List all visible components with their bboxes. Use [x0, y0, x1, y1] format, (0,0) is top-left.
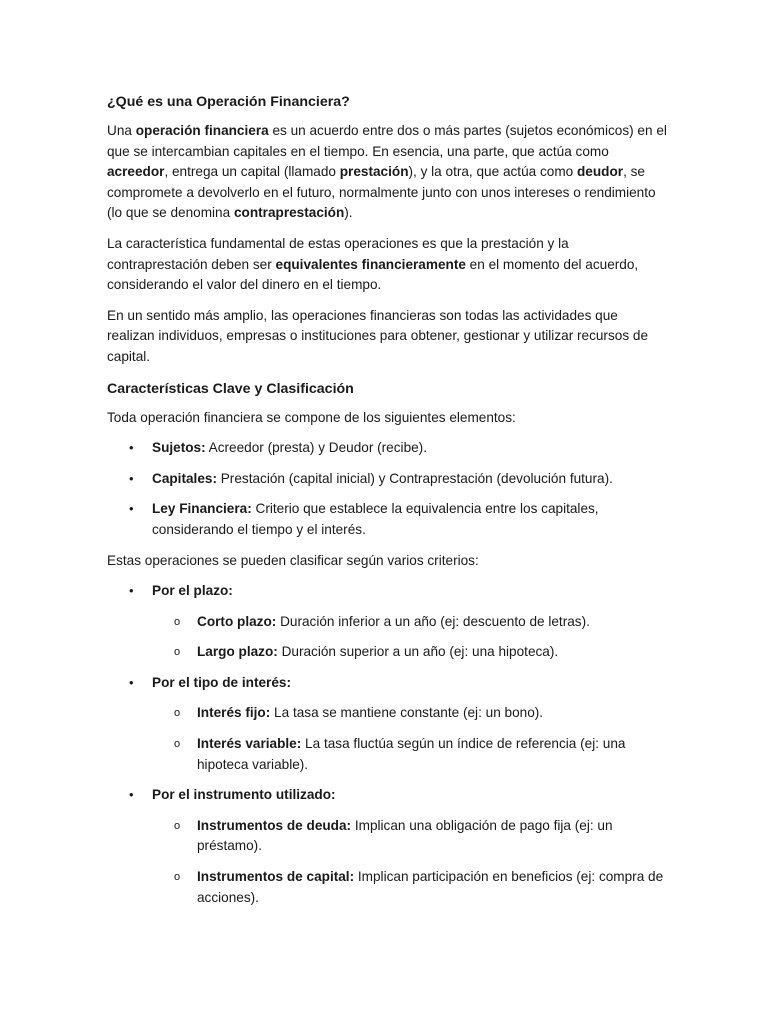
elements-intro: Toda operación financiera se compone de los siguientes elementos:	[107, 409, 516, 425]
elements-list	[107, 438, 667, 540]
document-page	[107, 91, 667, 918]
sub-bullet-icon: o	[174, 738, 181, 751]
bold-term-prestacion: prestación	[339, 164, 409, 180]
text-run: es un acuerdo entre dos o más partes (sujetos económicos) en el que se intercambian capitales en el tiempo. En esencia, una parte, que actúa como	[107, 123, 667, 159]
item-desc: La tasa fluctúa según un índice de referencia (ej: una hipoteca variable).	[197, 736, 626, 772]
item-term: Instrumentos de deuda:	[197, 817, 352, 833]
text-run: La característica fundamental de estas operaciones es que la prestación y la contraprestación deben ser	[107, 235, 569, 272]
item-desc: Duración inferior a un año (ej: descuento de letras).	[276, 613, 590, 629]
classification-intro: Estas operaciones se pueden clasificar según varios criterios:	[107, 552, 479, 568]
intro-paragraph-3: En un sentido más amplio, las operaciones financieras son todas las actividades que realizan individuos, empresas o instituciones para obtener, gestionar y utilizar recursos de capital.	[107, 307, 649, 364]
item-desc: La tasa se mantiene constante (ej: un bono).	[270, 705, 544, 721]
item-term: Corto plazo:	[197, 613, 277, 629]
text-run: ), y la otra, que actúa como	[408, 164, 577, 180]
sub-bullet-icon: o	[174, 819, 181, 832]
criterion-item	[107, 785, 667, 908]
item-term: Interés variable:	[197, 736, 302, 752]
criterion-label: Por el tipo de interés:	[152, 674, 291, 690]
criterion-item	[107, 673, 667, 775]
text-run: , se compromete a devolverlo en el futuro, normalmente junto con unos intereses o rendimiento (lo que se denomina	[107, 164, 656, 221]
sub-list	[152, 612, 667, 663]
bullet-icon: •	[129, 787, 134, 803]
document-title: ¿Qué es una Operación Financiera?	[107, 94, 350, 110]
intro-paragraph-1	[107, 121, 667, 224]
criterion-item	[107, 581, 667, 663]
sub-list	[152, 816, 667, 908]
criteria-list	[107, 581, 667, 908]
item-term: Sujetos:	[152, 440, 206, 456]
section-title: Características Clave y Clasificación	[107, 380, 354, 397]
item-term: Interés fijo:	[197, 705, 271, 721]
bullet-icon: •	[129, 470, 134, 486]
list-item	[107, 499, 667, 540]
sub-list-item	[152, 703, 667, 724]
bullet-icon: •	[129, 440, 134, 456]
text-run: en el momento del acuerdo, considerando el valor del dinero en el tiempo.	[107, 256, 639, 293]
sub-bullet-icon: o	[174, 707, 181, 720]
intro-paragraph-2	[107, 234, 667, 296]
text-run: ).	[344, 205, 353, 221]
item-desc: Prestación (capital inicial) y Contraprestación (devolución futura).	[216, 470, 613, 486]
sub-list-item	[152, 734, 667, 775]
text-run: , entrega un capital (llamado	[164, 164, 340, 180]
item-desc: Duración superior a un año (ej: una hipoteca).	[277, 644, 559, 660]
item-term: Ley Financiera:	[152, 501, 252, 517]
bold-term-operacion-financiera: operación financiera	[135, 123, 269, 138]
bold-term-equivalentes: equivalentes financieramente	[275, 256, 466, 272]
text-run: Una	[107, 123, 136, 138]
sub-list-item	[152, 867, 667, 908]
sub-list-item	[152, 642, 667, 663]
item-desc: Acreedor (presta) y Deudor (recibe).	[205, 440, 427, 456]
sub-list-item	[152, 816, 667, 857]
sub-bullet-icon: o	[174, 615, 181, 628]
criterion-label: Por el plazo:	[152, 583, 233, 599]
bullet-icon: •	[129, 674, 134, 690]
list-item	[107, 469, 667, 490]
item-term: Capitales:	[152, 470, 217, 486]
item-desc: Criterio que establece la equivalencia entre los capitales, considerando el tiempo y el interés.	[152, 501, 599, 537]
item-term: Instrumentos de capital:	[197, 869, 355, 885]
bullet-icon: •	[129, 583, 134, 599]
item-desc: Implican una obligación de pago fija (ej: un préstamo).	[197, 817, 613, 854]
sub-list-item	[152, 612, 667, 633]
list-item	[107, 438, 667, 459]
bold-term-deudor: deudor	[577, 164, 624, 180]
sub-bullet-icon: o	[174, 871, 181, 884]
bullet-icon: •	[129, 501, 134, 517]
item-term: Largo plazo:	[197, 644, 278, 660]
item-desc: Implican participación en beneficios (ej: compra de acciones).	[197, 869, 664, 905]
criterion-label: Por el instrumento utilizado:	[152, 787, 336, 803]
sub-bullet-icon: o	[174, 646, 181, 659]
sub-list	[152, 703, 667, 775]
bold-term-acreedor: acreedor	[107, 164, 165, 180]
bold-term-contraprestacion: contraprestación	[233, 205, 345, 221]
